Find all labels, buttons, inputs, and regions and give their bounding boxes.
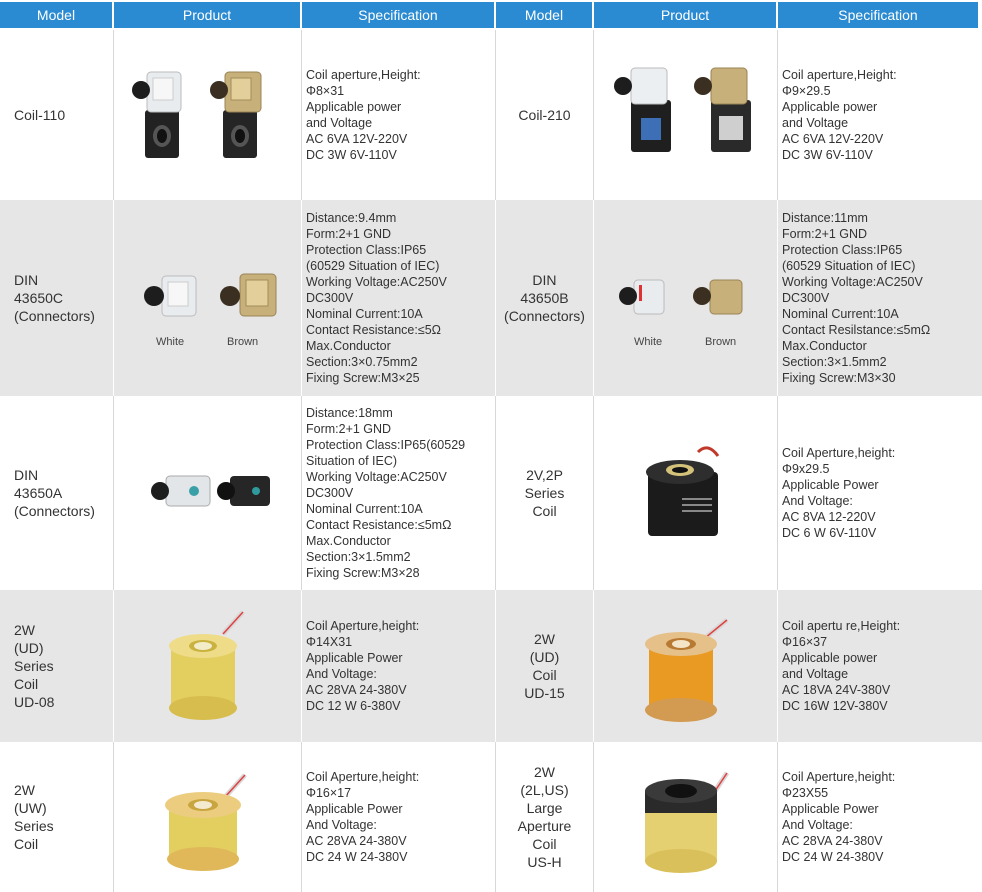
- header-product: Product: [114, 2, 300, 28]
- product-image: [114, 590, 301, 742]
- product-image: [114, 200, 301, 396]
- coil-210-image: [601, 60, 771, 170]
- table-row: [0, 30, 982, 200]
- specification-text: Coil aperture,Height: Φ8×31 Applicable power and Voltage AC 6VA 12V-220V DC 3W 6V-110V: [306, 68, 421, 162]
- product-image: [594, 396, 777, 590]
- header-model: Model: [0, 2, 112, 28]
- table-row: [0, 742, 982, 892]
- specification-text: Coil Aperture,height: Φ14X31 Applicable Power And Voltage: AC 28VA 24-380V DC 12 W 6-380V: [306, 619, 420, 713]
- header-product-2: Product: [594, 2, 776, 28]
- model-name: Coil-110: [14, 107, 66, 123]
- din-43650b-image: [608, 272, 758, 332]
- model-name: 2W (UD) Series Coil UD-08: [14, 622, 55, 710]
- specification-text: Distance:18mm Form:2+1 GND Protection Class:IP65(60529 Situation of IEC) Working Voltage:AC250V DC300V Nominal Current:10A Contact Resistance:≤5mΩ Max.Conductor Section:3×1.5mm2 Fixing Screw:M3×28: [306, 406, 466, 580]
- product-image: [594, 590, 777, 742]
- table-row: [0, 396, 982, 590]
- model-name: 2W (2L,US) Large Aperture Coil US-H: [517, 764, 572, 870]
- model-name: 2V,2P Series Coil: [524, 467, 565, 519]
- uw-coil-image: [153, 757, 263, 877]
- product-image: [114, 396, 301, 590]
- 2v-2p-coil-image: [636, 438, 736, 548]
- caption-white: White: [634, 336, 663, 348]
- model-name: 2W (UD) Coil UD-15: [524, 631, 565, 701]
- specification-text: Distance:11mm Form:2+1 GND Protection Class:IP65 (60529 Situation of IEC) Working Voltage:AC250V DC300V Nominal Current:10A Contact Resilstance:≤5mΩ Max.Conductor Section:3×1.5mm2 Fixing Screw:M3×30: [782, 211, 931, 385]
- specification-text: Coil apertu re,Height: Φ16×37 Applicable power and Voltage AC 18VA 24V-380V DC 16W 12V-380V: [782, 619, 901, 713]
- specification-text: Coil Aperture,height: Φ23X55 Applicable Power And Voltage: AC 28VA 24-380V DC 24 W 24-380V: [782, 770, 896, 864]
- table-row: [0, 590, 982, 742]
- specification-text: Coil Aperture,height: Φ16×17 Applicable Power And Voltage: AC 28VA 24-380V DC 24 W 24-380V: [306, 770, 420, 864]
- header-specification-2: Specification: [778, 2, 978, 28]
- specification-text: Coil Aperture,height: Φ9x29.5 Applicable Power And Voltage: AC 8VA 12-220V DC 6 W 6V-110V: [782, 446, 896, 540]
- model-name: DIN 43650B (Connectors): [504, 272, 585, 324]
- ud-15-coil-image: [631, 606, 741, 726]
- us-h-coil-image: [631, 757, 741, 877]
- product-image: [594, 30, 777, 200]
- coil-110-image: [123, 60, 293, 170]
- table-row: [0, 200, 982, 396]
- product-image: [594, 742, 777, 892]
- caption-brown: Brown: [227, 336, 259, 348]
- din-43650a-image: [138, 468, 278, 518]
- model-name: 2W (UW) Series Coil: [14, 782, 54, 852]
- ud-08-coil-image: [153, 606, 263, 726]
- caption-brown: Brown: [705, 336, 737, 348]
- specification-text: Coil aperture,Height: Φ9×29.5 Applicable power and Voltage AC 6VA 12V-220V DC 3W 6V-110V: [782, 68, 897, 162]
- product-image: [114, 742, 301, 892]
- specification-text: Distance:9.4mm Form:2+1 GND Protection Class:IP65 (60529 Situation of IEC) Working Voltage:AC250V DC300V Nominal Current:10A Contact Resistance:≤5Ω Max.Conductor Section:3×0.75mm2 Fixing Screw:M3×25: [306, 211, 447, 385]
- model-name: Coil-210: [518, 107, 571, 123]
- header-specification: Specification: [302, 2, 494, 28]
- product-image: [114, 30, 301, 200]
- product-image: [594, 200, 777, 396]
- caption-white: White: [156, 336, 185, 348]
- din-43650c-image: [132, 268, 282, 328]
- model-name: DIN 43650C (Connectors): [14, 272, 95, 324]
- header-model-2: Model: [496, 2, 592, 28]
- model-name: DIN 43650A (Connectors): [14, 467, 95, 519]
